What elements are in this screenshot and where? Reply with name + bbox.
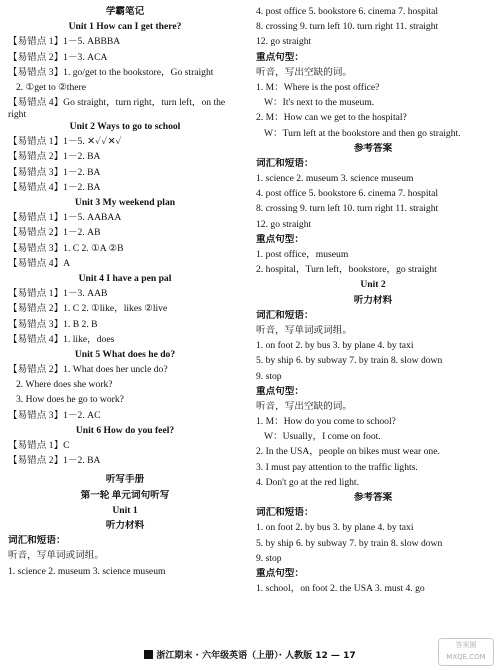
text-line: 4. post office 5. bookstore 6. cinema 7. hospital xyxy=(256,6,439,17)
text-line: 词汇和短语： xyxy=(256,309,314,321)
text-line: 听音，写单词或词组。 xyxy=(256,324,352,336)
text-line: 【易错点 2】1－2. AB xyxy=(8,227,101,239)
text-line: 【易错点 3】1－2. AC xyxy=(8,409,101,421)
text-line: 词汇和短语： xyxy=(256,157,314,169)
left-column xyxy=(8,6,242,581)
text-line: 【易错点 2】1－2. BA xyxy=(8,151,101,163)
text-line: 【易错点 4】Go straight，turn right，turn left，on the right xyxy=(8,97,226,121)
text-line: 词汇和短语： xyxy=(256,507,314,519)
text-line: 9. stop xyxy=(256,552,282,564)
right-column xyxy=(256,6,490,598)
text-line: 8. crossing 9. turn left 10. turn right 11. straight xyxy=(256,203,439,215)
text-line: W：Turn left at the bookstore and then go straight. xyxy=(264,127,461,139)
heading-line: Unit 4 I have a pen pal xyxy=(78,272,172,284)
text-line: 【易错点 3】1. go/get to the bookstore，Go straight xyxy=(8,66,214,78)
text-line: 5. by ship 6. by subway 7. by train 8. slow down xyxy=(256,355,443,367)
text-line: 【易错点 3】1－2. BA xyxy=(8,166,101,178)
text-line: 12. go straight xyxy=(256,36,312,48)
text-line: 3. How does he go to work? xyxy=(16,394,124,406)
heading-line: Unit 3 My weekend plan xyxy=(74,197,176,209)
heading-line: Unit 2 Ways to go to school xyxy=(69,121,181,133)
text-line: 1. on foot 2. by bus 3. by plane 4. by taxi xyxy=(256,522,414,534)
watermark-line1: 答案圈 xyxy=(455,641,477,649)
heading-line: 听力材料 xyxy=(353,294,393,306)
heading-line: 参考答案 xyxy=(353,142,393,154)
text-line: 1. science 2. museum 3. science museum xyxy=(256,173,414,185)
text-line: 重点句型： xyxy=(256,233,304,245)
text-line: 8. crossing 9. turn left 10. turn right 11. straight xyxy=(256,21,439,33)
text-line: 【易错点 4】1－2. BA xyxy=(8,181,101,193)
text-line: 重点句型： xyxy=(256,385,304,397)
text-line: 2. In the USA，people on bikes must wear one. xyxy=(256,446,440,458)
text-line: 1. school，on foot 2. the USA 3. must 4. go xyxy=(256,583,425,595)
text-line: 2. hospital，Turn left，bookstore，go straight xyxy=(256,264,437,276)
text-line: 4. post office 5. bookstore 6. cinema 7. hospital xyxy=(256,188,439,200)
text-line: 【易错点 1】1－5. ABBBA xyxy=(8,36,121,48)
heading-line: Unit 5 What does he do? xyxy=(74,348,176,360)
text-line: 4. Don't go at the red light. xyxy=(256,476,359,488)
answer-page xyxy=(8,6,492,642)
footer-text: 浙江期末 · 六年级英语（上册）· 人教版 12 — 17 xyxy=(156,651,356,661)
text-line: 【易错点 1】1－5. AABAA xyxy=(8,212,122,224)
text-line: 【易错点 4】A xyxy=(8,257,71,269)
page-footer xyxy=(0,650,500,666)
text-line: 【易错点 1】1－5. ✕✓✓✕✓ xyxy=(8,136,122,148)
heading-line: 学霸笔记 xyxy=(105,6,145,17)
text-line: 1. on foot 2. by bus 3. by plane 4. by taxi xyxy=(256,340,414,352)
text-line: 【易错点 3】1. C 2. ①A ②B xyxy=(8,242,124,254)
text-line: 1. post office，museum xyxy=(256,249,349,260)
text-line: 【易错点 1】C xyxy=(8,440,70,452)
text-line: 听音，写出空缺的词。 xyxy=(256,400,352,412)
text-line: 听音，写单词或词组。 xyxy=(8,550,104,562)
heading-line: 第一轮 单元词句听写 xyxy=(80,489,170,501)
book-logo-icon xyxy=(144,650,153,659)
text-line: 重点句型： xyxy=(256,567,304,579)
text-line: 1. M：Where is the post office? xyxy=(256,81,380,93)
text-line: 【易错点 4】1. like，does xyxy=(8,333,115,345)
text-line: 词汇和短语： xyxy=(8,535,66,547)
text-line: 【易错点 3】1. B 2. B xyxy=(8,318,98,330)
heading-line: Unit 1 How can I get there? xyxy=(68,21,182,33)
heading-line: Unit 1 xyxy=(112,504,138,516)
text-line: W：Usually，I come on foot. xyxy=(264,431,381,443)
text-line: 2. M：How can we get to the hospital? xyxy=(256,112,407,124)
text-line: 【易错点 2】1. C 2. ①like，likes ②live xyxy=(8,303,168,315)
text-line: 【易错点 2】1. What does her uncle do? xyxy=(8,364,168,376)
heading-line: 听力材料 xyxy=(105,519,145,531)
watermark-logo xyxy=(438,638,494,666)
text-line: 【易错点 2】1－2. BA xyxy=(8,455,101,467)
watermark-line2: MXQE.COM xyxy=(446,653,486,661)
text-line: 1. science 2. museum 3. science museum xyxy=(8,565,166,577)
heading-line: Unit 6 How do you feel? xyxy=(75,424,175,436)
text-line: 5. by ship 6. by subway 7. by train 8. slow down xyxy=(256,537,443,549)
text-line: 1. M：How do you come to school? xyxy=(256,416,396,428)
text-line: 3. I must pay attention to the traffic lights. xyxy=(256,461,418,473)
text-line: 听音，写出空缺的词。 xyxy=(256,66,352,78)
text-line: 【易错点 2】1－3. ACA xyxy=(8,51,108,63)
text-line: 重点句型： xyxy=(256,51,304,63)
text-line: 【易错点 1】1－3. AAB xyxy=(8,288,108,300)
heading-line: Unit 2 xyxy=(360,279,386,291)
text-line: 2. Where does she work? xyxy=(16,379,113,391)
text-line: W：It's next to the museum. xyxy=(264,97,375,109)
text-line: 9. stop xyxy=(256,370,282,382)
text-line: 12. go straight xyxy=(256,218,312,230)
text-line: 2. ①get to ②there xyxy=(16,81,86,93)
heading-line: 参考答案 xyxy=(353,492,393,503)
heading-line: 听写手册 xyxy=(105,474,145,486)
